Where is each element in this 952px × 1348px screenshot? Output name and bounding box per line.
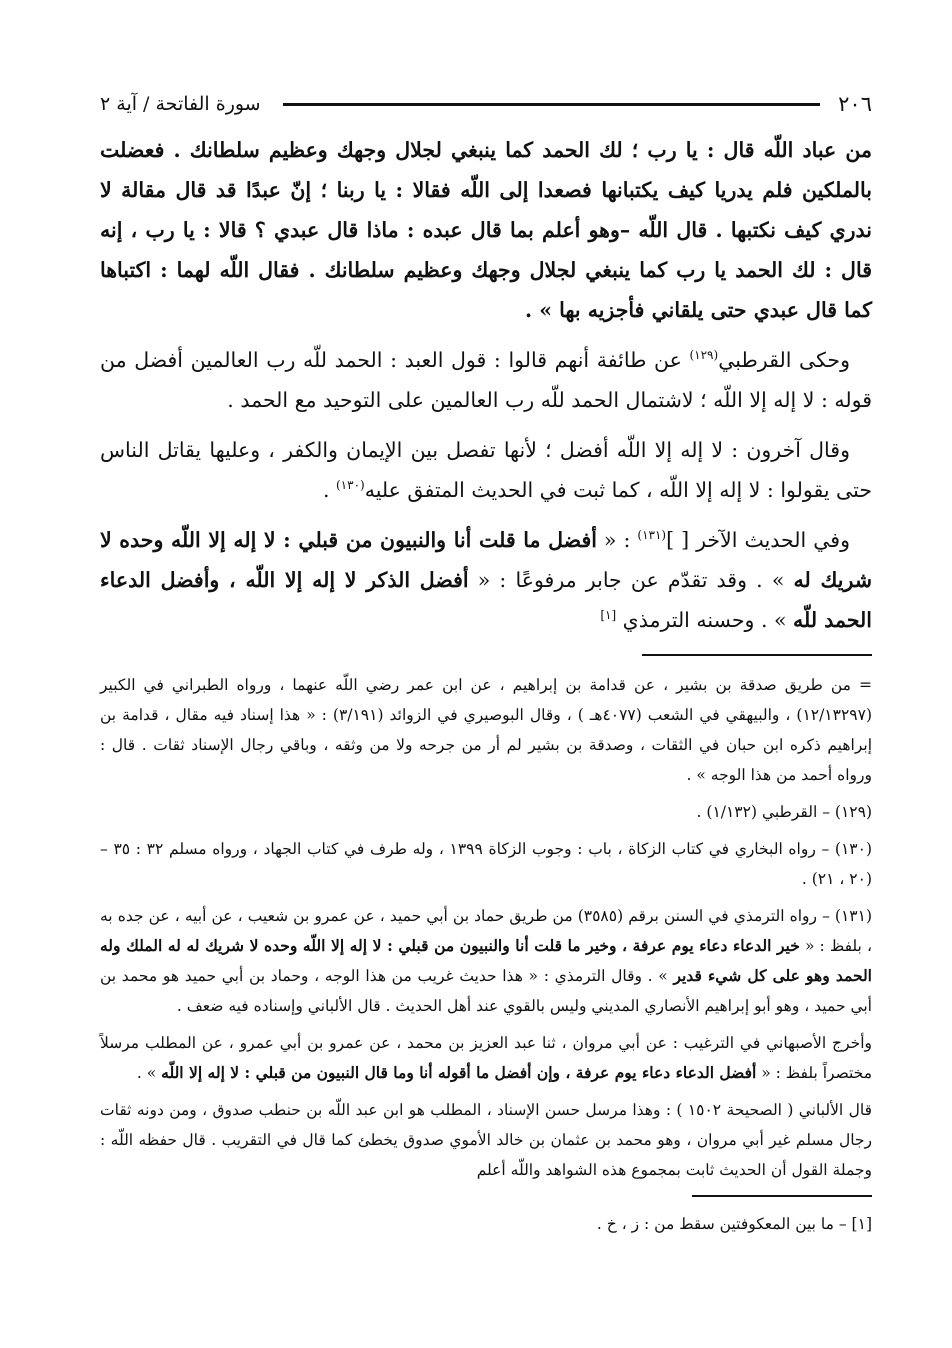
footnote-131-text-b: » . وقال الترمذي : « هذا حديث غريب من هذا الوجه ، وحماد بن أبي حميد هو محمد بن أبي حميد ، وهو أبو إبراهيم الأنصاري المديني وليس بالقوي عند أهل الحديث . قال الألباني وإسناده فيه ضعف . [100, 967, 872, 1015]
footnote-129: (١٢٩) – القرطبي (١/١٣٢) . [696, 803, 872, 821]
footnote-isbahani-hadith-quote: أفضل الدعاء دعاء يوم عرفة ، وإن أفضل ما أقوله أنا وما قال النبيون من قبلي : لا إله إلا اللّه [161, 1063, 757, 1082]
editor-note-1: [١] – ما بين المعكوفتين سقط من : ز ، خ . [596, 1215, 872, 1233]
main-text [100, 130, 872, 640]
page-number: ٢٠٦ [838, 92, 872, 116]
footnotes [100, 670, 872, 1185]
footnote-ref-129[interactable]: (١٢٩) [689, 348, 719, 363]
paragraph-qurtubi-text-a: وحكى القرطبي [718, 348, 850, 372]
editor-note-ref-1[interactable]: [١] [600, 608, 617, 623]
hadith-quote-best-saying: أفضل ما قلت أنا والنبيون من قبلي : لا إله إلا اللّه وحده لا شريك له [100, 528, 872, 592]
running-title: سورة الفاتحة / آية ٢ [100, 93, 261, 115]
footnote-separator [642, 654, 872, 656]
paragraph-hadith-continuation: من عباد اللّه قال : يا رب ؛ لك الحمد كما ينبغي لجلال وجهك وعظيم سلطانك . فعضلت بالملكين فلم يدريا كيف يكتبانها فصعدا إلى اللّه فقالا : يا ربنا ؛ إنّ عبدًا قد قال مقالة لا ندري كيف نكتبها . قال اللّه –وهو أعلم بما قال عبده : ماذا قال عبدي ؟ قالا : يا رب ، إنه قال : لك الحمد يا رب كما ينبغي لجلال وجهك وعظيم سلطانك . فقال اللّه لهما : اكتباها كما قال عبدي حتى يلقاني فأجزيه بها » . [100, 138, 872, 322]
footnote-ref-131[interactable]: (١٣١) [637, 528, 667, 543]
footnote-131-hadith-quote: خير الدعاء دعاء يوم عرفة ، وخير ما قلت أنا والنبيون من قبلي : لا إله إلا اللّه وحده لا شريك له له الملك وله الحمد وهو على كل شيء قدير [100, 936, 872, 985]
footnote-albani: قال الألباني ( الصحيحة ١٥٠٢ ) : وهذا مرسل حسن الإسناد ، المطلب هو ابن عبد اللّه بن حنطب صدوق ، ومن دونه ثقات رجال مسلم غير أبي مروان ، وهو محمد بن عثمان بن خالد الأموي صدوق يخطئ كما قال في التقريب . قال حفظه اللّه : وجملة القول أن الحديث ثابت بمجموع هذه الشواهد واللّه أعلم [100, 1101, 872, 1179]
page-header [100, 84, 872, 124]
paragraph-other-hadith-text-c: » . وقد تقدّم عن جابر مرفوعًا : « [468, 568, 794, 592]
footnote-isbahani-text-a: وأخرج الأصبهاني في الترغيب : عن أبي مروان ، ثنا عبد العزيز بن محمد ، عن عمرو بن أبي عمرو ، عن المطلب مرسلاً مختصراً بلفظ : « [100, 1034, 872, 1082]
footnote-ref-130[interactable]: (١٣٠) [335, 478, 365, 493]
footnote-131 [100, 901, 872, 1021]
footnote-131-text-a: (١٣١) – رواه الترمذي في السنن برقم (٣٥٨٥) من طريق حماد بن أبي حميد ، عن عمرو بن شعيب ، عن أبيه ، عن جده به ، بلفظ : « [100, 907, 872, 955]
editor-note-separator [692, 1195, 872, 1197]
paragraph-other-hadith-text-b: : « [596, 528, 638, 552]
footnote-130: (١٣٠) – رواه البخاري في كتاب الزكاة ، باب : وجوب الزكاة ١٣٩٩ ، وله طرف في كتاب الجهاد ، ورواه مسلم ٣٢ : ٣٥ – (٢٠ ، ٢١) . [100, 840, 873, 888]
footnote-isbahani-text-b: » . [136, 1064, 162, 1082]
paragraph-other-hadith-text-a: وفي الحديث الآخر [ ] [666, 528, 850, 552]
paragraph-other-hadith-text-d: » . وحسنه الترمذي [616, 608, 794, 632]
paragraph-other-hadith [100, 520, 872, 640]
paragraph-qurtubi [100, 340, 872, 420]
paragraph-qurtubi-text-b: عن طائفة أنهم قالوا : قول العبد : الحمد للّه رب العالمين أفضل من قوله : لا إله إلا اللّه ؛ لاشتمال الحمد للّه رب العالمين على التوحيد مع الحمد . [100, 348, 872, 412]
footnote-isbahani [100, 1028, 872, 1088]
paragraph-others-text-b: . [322, 478, 336, 502]
footnote-continued: = من طريق صدقة بن بشير ، عن قدامة بن إبراهيم ، عن ابن عمر رضي اللّه عنهما ، ورواه الطبراني في الكبير (١٢/١٣٢٩٧) ، والبيهقي في الشعب (٤٠٧٧هـ ) ، وقال البوصيري في الزوائد (٣/١٩١) : « هذا إسناد فيه مقال ، قدامة بن إبراهيم ذكره ابن حبان في الثقات ، وصدقة بن بشير لم أر من جرحه ولا من وثقه ، وباقي رجال الإسناد ثقات . قال : ورواه أحمد من هذا الوجه » . [100, 676, 872, 784]
paragraph-others [100, 430, 872, 510]
paragraph-others-text-a: وقال آخرون : لا إله إلا اللّه أفضل ؛ لأنها تفصل بين الإيمان والكفر ، وعليها يقاتل الناس حتى يقولوا : لا إله إلا اللّه ، كما ثبت في الحديث المتفق عليه [100, 438, 872, 502]
header-rule [283, 103, 821, 106]
hadith-quote-best-dhikr: أفضل الذكر لا إله إلا اللّه ، وأفضل الدعاء الحمد للّه [100, 568, 872, 632]
